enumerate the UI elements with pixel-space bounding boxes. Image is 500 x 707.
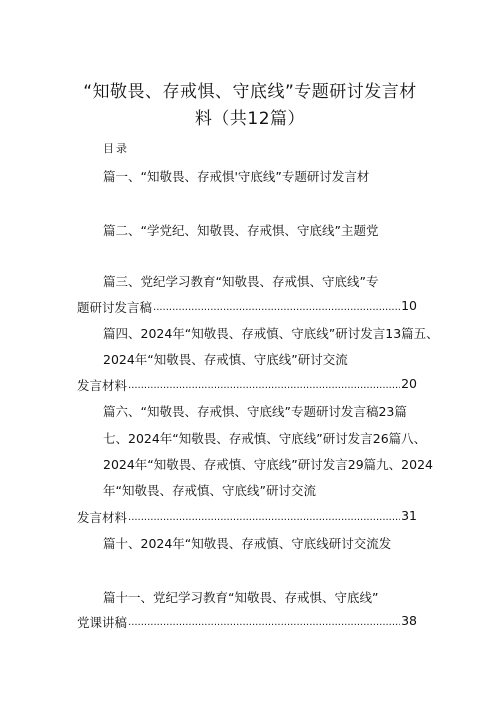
toc-entry-11[interactable]: 篇十一、党纪学习教育“知敬畏、存戒惧、守底线” <box>103 590 379 605</box>
toc-entry-1[interactable]: 篇一、“知敬畏、存戒惧'守底线”专题研讨发言材 <box>103 169 370 184</box>
document-title-line-2: 料（共12篇） <box>194 109 306 129</box>
toc-page-number: 31 <box>401 508 417 523</box>
toc-entry-10[interactable]: 篇十、2024年“知敬畏、存戒慎、守底线研讨交流发 <box>103 536 392 551</box>
toc-page-number: 10 <box>401 298 417 313</box>
dot-leader <box>128 376 400 394</box>
dot-leader <box>128 613 400 631</box>
document-title-line-1: “知敬畏、存戒惧、守底线”专题研讨发言材 <box>83 82 417 102</box>
toc-entry-text: 党课讲稿 <box>77 615 128 630</box>
toc-entry-text: 发言材料 <box>77 378 128 393</box>
toc-entry-9[interactable]: 年“知敬畏、存戒慎、守底线”研讨交流 <box>103 483 316 498</box>
toc-entry-2[interactable]: 篇二、“学党纪、知敬畏、存戒惧、守底线”主题党 <box>103 223 379 238</box>
toc-entry-3-leader-row[interactable] <box>77 298 417 316</box>
toc-heading: 目录 <box>103 142 129 155</box>
toc-entry-8[interactable]: 2024年“知敬畏、存戒慎、守底线”研讨发言29篇九、2024 <box>103 457 433 472</box>
toc-entry-text: 题研讨发言稿 <box>77 300 153 315</box>
dot-leader <box>128 508 400 526</box>
toc-entry-3[interactable]: 篇三、党纪学习教育“知敬畏、存戒惧、守底线”专 <box>103 274 379 289</box>
toc-entry-7[interactable]: 七、2024年“知敬畏、存戒慎、守底线”研讨发言26篇八、 <box>103 431 427 446</box>
toc-entry-6[interactable]: 篇六、“知敬畏、存戒惧、守底线”专题研讨发言稿23篇 <box>103 404 407 419</box>
toc-page-number: 38 <box>401 613 417 628</box>
toc-entry-5[interactable]: 2024年“知敬畏、存戒慎、守底线”研讨交流 <box>103 352 348 367</box>
toc-entry-4[interactable]: 篇四、2024年“知敬畏、存戒慎、守底线”研讨发言13篇五、 <box>103 326 439 341</box>
toc-entry-text: 发言材料 <box>77 510 128 525</box>
toc-entry-11-leader-row[interactable] <box>77 613 417 631</box>
toc-entry-5-leader-row[interactable] <box>77 376 417 394</box>
toc-page-number: 20 <box>401 376 417 391</box>
dot-leader <box>153 298 400 316</box>
toc-entry-9-leader-row[interactable] <box>77 508 417 526</box>
